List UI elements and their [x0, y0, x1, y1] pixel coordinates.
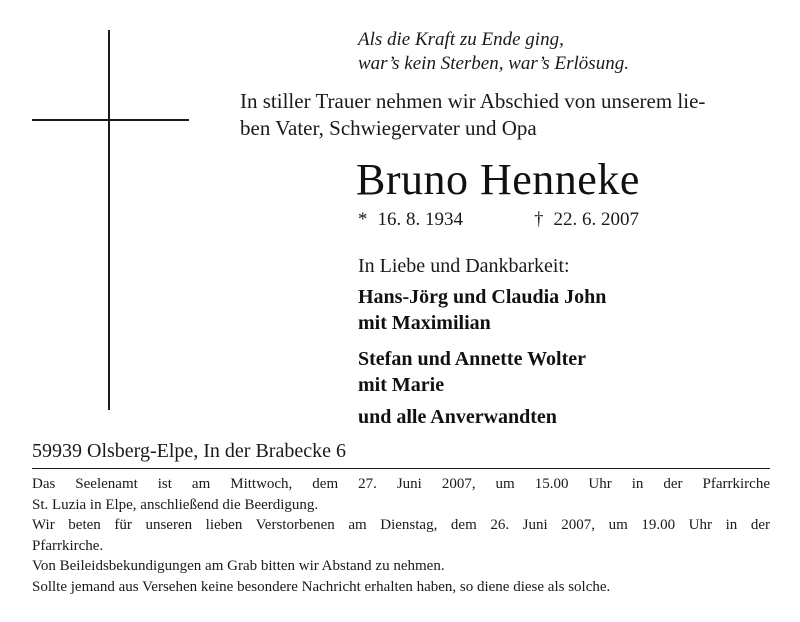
death-date-value: 22. 6. 2007 [553, 209, 639, 230]
notice-line-4: Pfarrkirche. [32, 537, 104, 554]
intro-line-1: In stiller Trauer nehmen wir Abschied von unserem lie- [240, 89, 706, 113]
mourner-family-1-line-1: Hans-Jörg und Claudia John [358, 286, 607, 308]
mourner-family-1 [358, 284, 606, 336]
intro-text [240, 88, 780, 142]
motto-line-2: war’s kein Sterben, war’s Erlösung. [358, 53, 629, 74]
mourner-family-2-line-1: Stefan und Annette Wolter [358, 348, 586, 370]
intro-line-2: ben Vater, Schwiegervater und Opa [240, 116, 537, 140]
mourner-family-2-line-2: mit Marie [358, 374, 445, 396]
deceased-name: Bruno Henneke [356, 155, 640, 204]
cross-horizontal-bar [32, 119, 189, 121]
death-date [534, 208, 639, 232]
family-address: 59939 Olsberg-Elpe, In der Brabecke 6 [32, 440, 346, 462]
notice-line-2: St. Luzia in Elpe, anschließend die Beerdigung. [32, 496, 319, 513]
death-dagger-icon: † [534, 209, 544, 230]
divider [32, 468, 770, 469]
motto-line-1: Als die Kraft zu Ende ging, [358, 29, 564, 50]
mourner-family-1-line-2: mit Maximilian [358, 312, 491, 334]
mourner-others: und alle Anverwandten [358, 406, 557, 428]
motto-quote [358, 28, 629, 76]
birth-date [358, 208, 463, 232]
mourners-heading: In Liebe und Dankbarkeit: [358, 255, 570, 277]
cross-vertical-bar [108, 30, 110, 410]
notice-line-3: Wir beten für unseren lieben Verstorbenen am Dienstag, dem 26. Juni 2007, um 19.00 Uhr in der [32, 517, 770, 533]
mourner-family-2 [358, 346, 586, 398]
notice-line-5: Von Beileidsbekundigungen am Grab bitten wir Abstand zu nehmen. [32, 558, 445, 574]
notice-line-6: Sollte jemand aus Versehen keine besondere Nachricht erhalten haben, so diene diese als solche. [32, 578, 611, 595]
notice-line-1: Das Seelenamt ist am Mittwoch, dem 27. Juni 2007, um 15.00 Uhr in der Pfarrkirche [32, 476, 770, 492]
service-notice [32, 474, 770, 597]
birth-date-value: 16. 8. 1934 [377, 209, 463, 230]
birth-star-icon: * [358, 209, 368, 230]
